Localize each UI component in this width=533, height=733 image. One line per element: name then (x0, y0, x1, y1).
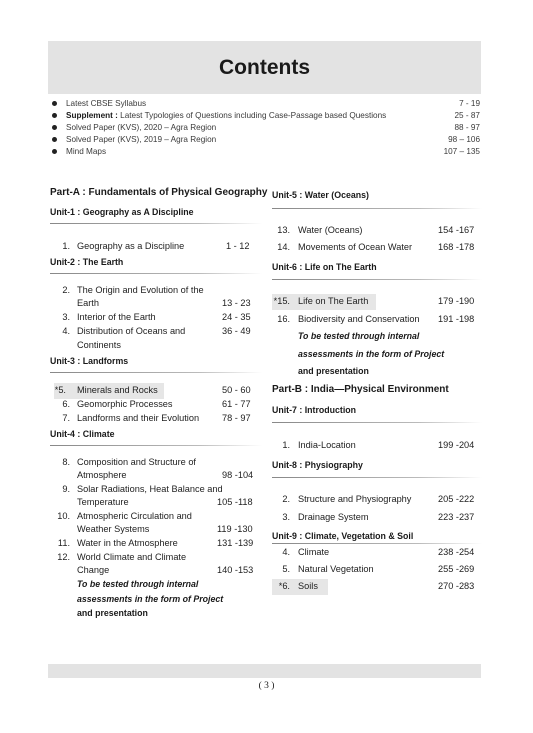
entry-number: 1. (62, 241, 70, 251)
entry-pages: 131 -139 (217, 538, 254, 548)
unit-divider (272, 422, 482, 423)
assessment-note: To be tested through internal (77, 579, 199, 589)
entry-pages: 205 -222 (438, 494, 475, 504)
entry-number: 3. (62, 312, 70, 322)
entry-title: Structure and Physiography (298, 494, 412, 504)
entry-pages: 154 -167 (438, 225, 475, 235)
entry-title: Change (77, 565, 110, 575)
entry-title: Soils (298, 581, 318, 591)
assessment-note: and presentation (298, 366, 369, 376)
bullet-icon (52, 137, 57, 142)
unit-divider (272, 543, 482, 544)
list-item (52, 110, 482, 122)
unit-heading: Unit-2 : The Earth (50, 257, 124, 267)
part-heading: Part-B : India—Physical Environment (272, 384, 449, 395)
entry-title: Water in the Atmosphere (77, 538, 178, 548)
entry-title: Composition and Structure of (77, 457, 196, 467)
bullet-icon (52, 125, 57, 130)
entry-title: Geomorphic Processes (77, 399, 173, 409)
bullet-icon (52, 101, 57, 106)
page-title: Contents (219, 55, 310, 79)
bullet-icon (52, 113, 57, 118)
entry-title: Minerals and Rocks (77, 385, 158, 395)
entry-number: 6. (62, 399, 70, 409)
list-item (52, 146, 482, 158)
entry-pages: 255 -269 (438, 564, 475, 574)
entry-number: 4. (282, 547, 290, 557)
unit-heading: Unit-7 : Introduction (272, 405, 357, 415)
entry-number: 8. (62, 457, 70, 467)
assessment-note: assessments in the form of Project (298, 349, 445, 359)
entry-number: 2. (282, 494, 290, 504)
page-range: 107 – 135 (443, 147, 480, 156)
entry-number: 10. (57, 511, 70, 521)
entry-number: 7. (62, 413, 70, 423)
unit-divider (50, 273, 262, 274)
entry-number: 9. (62, 484, 70, 494)
list-item (52, 98, 482, 110)
entry-title: World Climate and Climate (77, 552, 187, 562)
unit-divider (50, 223, 262, 224)
entry-title: Landforms and their Evolution (77, 413, 200, 423)
entry-title: Temperature (77, 497, 129, 507)
entry-pages: 119 -130 (217, 524, 253, 534)
unit-heading: Unit-1 : Geography as A Discipline (50, 207, 194, 217)
entry-title: Continents (77, 340, 121, 350)
page-number: ( 3 ) (258, 681, 275, 691)
entry-number: 3. (282, 512, 290, 522)
entry-pages: 223 -237 (438, 512, 475, 522)
assessment-note: assessments in the form of Project (77, 594, 224, 604)
entry-title: Atmosphere (77, 470, 127, 480)
unit-divider (272, 477, 482, 478)
unit-heading: Unit-6 : Life on The Earth (272, 262, 377, 272)
entry-pages: 168 -178 (438, 242, 475, 252)
item-title: Solved Paper (KVS), 2019 – Agra Region (66, 135, 217, 144)
entry-number: 2. (62, 285, 70, 295)
item-title: Solved Paper (KVS), 2020 – Agra Region (66, 123, 217, 132)
entry-title: Movements of Ocean Water (298, 242, 413, 252)
unit-heading: Unit-9 : Climate, Vegetation & Soil (272, 531, 414, 541)
entry-title: Biodiversity and Conservation (298, 314, 420, 324)
front-matter-list (52, 98, 482, 158)
entry-title: Geography as a Discipline (77, 241, 185, 251)
entry-title: Drainage System (298, 512, 369, 522)
unit-heading: Unit-4 : Climate (50, 429, 115, 439)
entry-title: Distribution of Oceans and (77, 326, 186, 336)
entry-number: *15. (273, 296, 290, 306)
entry-pages: 50 - 60 (222, 385, 251, 395)
entry-pages: 199 -204 (438, 440, 475, 450)
unit-heading: Unit-3 : Landforms (50, 356, 129, 366)
entry-pages: 105 -118 (217, 497, 253, 507)
entry-title: Atmospheric Circulation and (77, 511, 192, 521)
entry-number: 5. (282, 564, 290, 574)
unit-divider (272, 208, 482, 209)
unit-divider (272, 279, 482, 280)
unit-divider (50, 445, 262, 446)
entry-number: 16. (277, 314, 290, 324)
entry-title: Life on The Earth (298, 296, 369, 306)
entry-title: Water (Oceans) (298, 225, 363, 235)
entry-pages: 238 -254 (438, 547, 475, 557)
page-range: 25 - 87 (454, 111, 480, 120)
entry-number: 1. (282, 440, 290, 450)
entry-pages: 1 - 12 (226, 241, 250, 251)
contents-header (48, 41, 481, 94)
entry-title: The Origin and Evolution of the (77, 285, 204, 295)
entry-pages: 140 -153 (217, 565, 254, 575)
item-title: Latest CBSE Syllabus (66, 99, 147, 108)
page-range: 7 - 19 (459, 99, 480, 108)
assessment-note: and presentation (77, 608, 148, 618)
list-item (52, 134, 482, 146)
entry-number: 11. (57, 538, 70, 548)
entry-pages: 98 -104 (222, 470, 254, 480)
part-heading: Part-A : Fundamentals of Physical Geography (50, 187, 268, 198)
page-range: 98 – 106 (448, 135, 480, 144)
footer-bar (48, 664, 481, 678)
entry-title: Interior of the Earth (77, 312, 156, 322)
item-title: Mind Maps (66, 147, 107, 156)
item-label: Supplement : (66, 111, 118, 120)
entry-pages: 270 -283 (438, 581, 475, 591)
entry-title: Solar Radiations, Heat Balance and (77, 484, 223, 494)
entry-pages: 78 - 97 (222, 413, 251, 423)
entry-title: Weather Systems (77, 524, 150, 534)
entry-pages: 191 -198 (438, 314, 475, 324)
entry-title: India-Location (298, 440, 356, 450)
unit-heading: Unit-8 : Physiography (272, 460, 363, 470)
entry-number: *6. (278, 581, 290, 591)
page-range: 88 - 97 (454, 123, 480, 132)
unit-heading: Unit-5 : Water (Oceans) (272, 190, 369, 200)
entry-number: 4. (62, 326, 70, 336)
bullet-icon (52, 149, 57, 154)
entry-pages: 24 - 35 (222, 312, 251, 322)
unit-divider (50, 372, 262, 373)
entry-number: 14. (277, 242, 290, 252)
entry-pages: 13 - 23 (222, 298, 251, 308)
entry-title: Earth (77, 298, 99, 308)
entry-pages: 179 -190 (438, 296, 475, 306)
list-item (52, 122, 482, 134)
entry-title: Climate (298, 547, 330, 557)
entry-title: Natural Vegetation (298, 564, 374, 574)
assessment-note: To be tested through internal (298, 331, 420, 341)
entry-number: *5. (54, 385, 66, 395)
entry-number: 13. (277, 225, 290, 235)
entry-pages: 36 - 49 (222, 326, 251, 336)
entry-number: 12. (57, 552, 70, 562)
entry-pages: 61 - 77 (222, 399, 251, 409)
item-title: Latest Typologies of Questions including Case-Passage based Questions (117, 111, 387, 120)
